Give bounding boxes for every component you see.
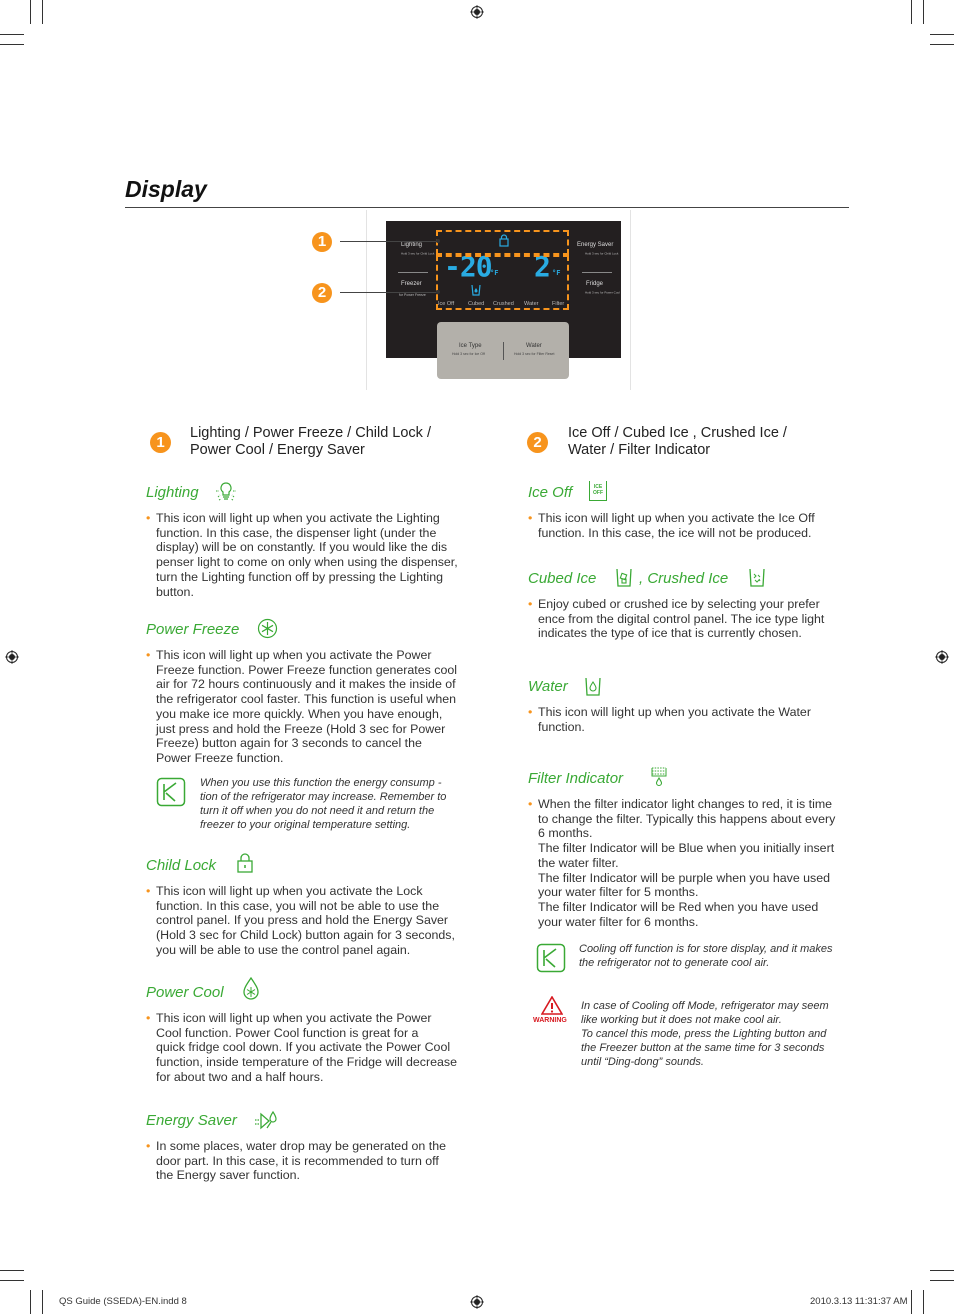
dispenser-button-panel [437, 322, 569, 379]
callout-1-leader [340, 241, 438, 242]
fridge-unit: °F [552, 269, 561, 277]
water-description: • This icon will light up when you activate the Water function. [528, 705, 811, 734]
figure-frame [366, 210, 367, 390]
crop-mark [0, 1270, 24, 1271]
crop-mark [930, 1270, 954, 1271]
panel-divider [398, 272, 428, 273]
panel-label-lighting: Lighting [401, 242, 423, 248]
panel-row-label: Ice Off [438, 301, 455, 307]
cubed-crushed-description: • Enjoy cubed or crushed ice by selecting your prefer ence from the digital control panel. The ice type light indicates the type of ice that is currently chosen. [528, 597, 825, 641]
panel-sub-energy-saver: Hold 3 sec for Child Lock [585, 252, 619, 256]
title-rule [125, 207, 849, 208]
crop-mark [911, 0, 912, 24]
footer-file-name: QS Guide (SSEDA)-EN.indd 8 [59, 1296, 187, 1307]
panel-sub-fridge: Hold 3 sec for Power Cool [585, 291, 620, 295]
ice-off-description: • This icon will light up when you activate the Ice Off function. In this case, the ice will not be produced. [528, 511, 815, 540]
crop-mark [911, 1290, 912, 1314]
fridge-temperature: 2 [534, 250, 551, 283]
crop-mark [0, 34, 24, 35]
ice-off-title: Ice Off [528, 484, 573, 501]
panel-sub-lighting: Hold 3 sec for Child Lock [401, 252, 435, 256]
crushed-ice-icon [748, 567, 766, 588]
panel-row-label: Cubed [468, 301, 485, 307]
crop-mark [923, 0, 924, 24]
power-freeze-description: • This icon will light up when you activate the Power Freeze function. Power Freeze function generates cool air for 72 hours continuously and it makes the inside of the refrigerator cool faster. This function is useful when you make ice more quickly. When you have enough, just press and hold the Freeze (Hold 3 sec for Power Freeze) button again for 3 seconds to cancel the Power Freeze function. [146, 648, 457, 765]
section-1-heading: Lighting / Power Freeze / Child Lock / Power Cool / Energy Saver [190, 425, 431, 458]
crop-mark [930, 1280, 954, 1281]
water-title: Water [528, 678, 568, 695]
crop-mark [30, 0, 31, 24]
power-cool-description: • This icon will light up when you activate the Power Cool function. Power Cool function is great for a quick fridge cool down. If you activate the Power Cool function, inside temperature of the Fridge will decrease for about two and a half hours. [146, 1011, 457, 1084]
leader-dot [436, 290, 440, 294]
ice-type-button-label: Ice Type [459, 343, 482, 349]
note-icon [156, 777, 186, 807]
callout-2-leader [340, 292, 438, 293]
child-lock-title: Child Lock [146, 857, 217, 874]
crop-mark [930, 34, 954, 35]
section-1-number: 1 [150, 432, 171, 453]
crop-mark [0, 44, 24, 45]
callout-1: 1 [312, 232, 332, 252]
freezer-unit: °F [490, 269, 499, 277]
filter-indicator-title: Filter Indicator [528, 770, 624, 787]
cubed-ice-title: Cubed Ice [528, 570, 597, 587]
crop-mark [930, 44, 954, 45]
ice-off-icon: ICE OFF [589, 481, 607, 501]
water-cup-icon [584, 676, 602, 697]
warning-label: WARNING [533, 1017, 567, 1024]
leader-dot [436, 239, 440, 243]
panel-row-label: Water [524, 301, 539, 307]
crop-mark [0, 1280, 24, 1281]
panel-label-freezer: Freezer [401, 281, 422, 287]
crop-mark [42, 0, 43, 24]
energy-saver-icon [253, 1110, 279, 1130]
callout-2: 2 [312, 283, 332, 303]
note-icon [536, 943, 566, 973]
crop-mark [30, 1290, 31, 1314]
panel-row-label: Filter [552, 301, 565, 307]
lighting-title: Lighting [146, 484, 199, 501]
snowflake-icon [257, 618, 278, 639]
registration-mark-icon [470, 1295, 484, 1309]
warning-text: In case of Cooling off Mode, refrigerator may seem like working but it does not make cool air. To cancel this mode, press the Lighting button and the Freezer button at the same time for 3 seconds until “Ding-dong” sounds. [581, 1000, 829, 1068]
highlight-box-2 [436, 255, 569, 310]
light-bulb-icon [213, 480, 239, 502]
lock-icon [236, 852, 254, 874]
cubed-ice-icon [615, 567, 633, 588]
crop-mark [923, 1290, 924, 1314]
energy-saver-title: Energy Saver [146, 1112, 237, 1129]
child-lock-description: • This icon will light up when you activate the Lock function. In this case, you will not be able to use the control panel. If you press and hold the Energy Saver (Hold 3 sec for Child Lock) button again for 3 seconds, you will be able to use the control panel again. [146, 884, 455, 957]
water-drop-snowflake-icon [241, 976, 261, 1001]
filter-indicator-description: • When the filter indicator light changes to red, it is time to change the filter. Typically this happens about every 6 months. The filter Indicator will be Blue when you initially insert the water filter. The filter Indicator will be purple when you have used your water filter for 5 months. The filter Indicator will be Red when you have used your water filter for 6 months. [528, 797, 836, 929]
panel-label-fridge: Fridge [586, 281, 604, 287]
highlight-box-1 [436, 230, 569, 255]
section-2-number: 2 [527, 432, 548, 453]
cooling-off-note: Cooling off function is for store display, and it makes the refrigerator not to generate cool air. [579, 943, 833, 969]
page-title: Display [125, 176, 207, 202]
panel-row-label: Crushed [493, 301, 514, 307]
panel-label-energy-saver: Energy Saver [577, 242, 614, 248]
registration-mark-icon [5, 650, 19, 664]
power-cool-title: Power Cool [146, 984, 224, 1001]
power-freeze-note: When you use this function the energy consump - tion of the refrigerator may increase. Remember to turn it off when you do not need it and return the freezer to your original temperature setting. [200, 777, 447, 831]
energy-saver-description: • In some places, water drop may be generated on the door part. In this case, it is recommended to turn off the Energy saver function. [146, 1139, 446, 1183]
crushed-ice-title: , Crushed Ice [639, 570, 729, 587]
footer-timestamp: 2010.3.13 11:31:37 AM [810, 1296, 908, 1307]
panel-divider [582, 272, 612, 273]
panel-sub-freezer: for Power Freeze [399, 293, 426, 298]
filter-icon [650, 766, 668, 788]
warning-icon [541, 996, 563, 1016]
registration-mark-icon [935, 650, 949, 664]
lighting-description: • This icon will light up when you activate the Lighting function. In this case, the dispenser light (under the display) will be on constantly. If you would like the dis penser light to come on only when using the dispenser, turn the Lighting function off by pressing the Lighting button. [146, 511, 458, 599]
ice-type-button-sub: Hold 3 sec for Ice Off [452, 352, 485, 357]
power-freeze-title: Power Freeze [146, 621, 240, 638]
water-button-sub: Hold 3 sec for Filter Reset [514, 352, 555, 357]
crop-mark [42, 1290, 43, 1314]
water-button-label: Water [526, 343, 542, 349]
registration-mark-icon [470, 5, 484, 19]
button-divider [503, 342, 504, 360]
figure-frame [630, 210, 631, 390]
section-2-heading: Ice Off / Cubed Ice , Crushed Ice / Water / Filter Indicator [568, 425, 787, 458]
freezer-temperature: -20 [444, 250, 492, 283]
